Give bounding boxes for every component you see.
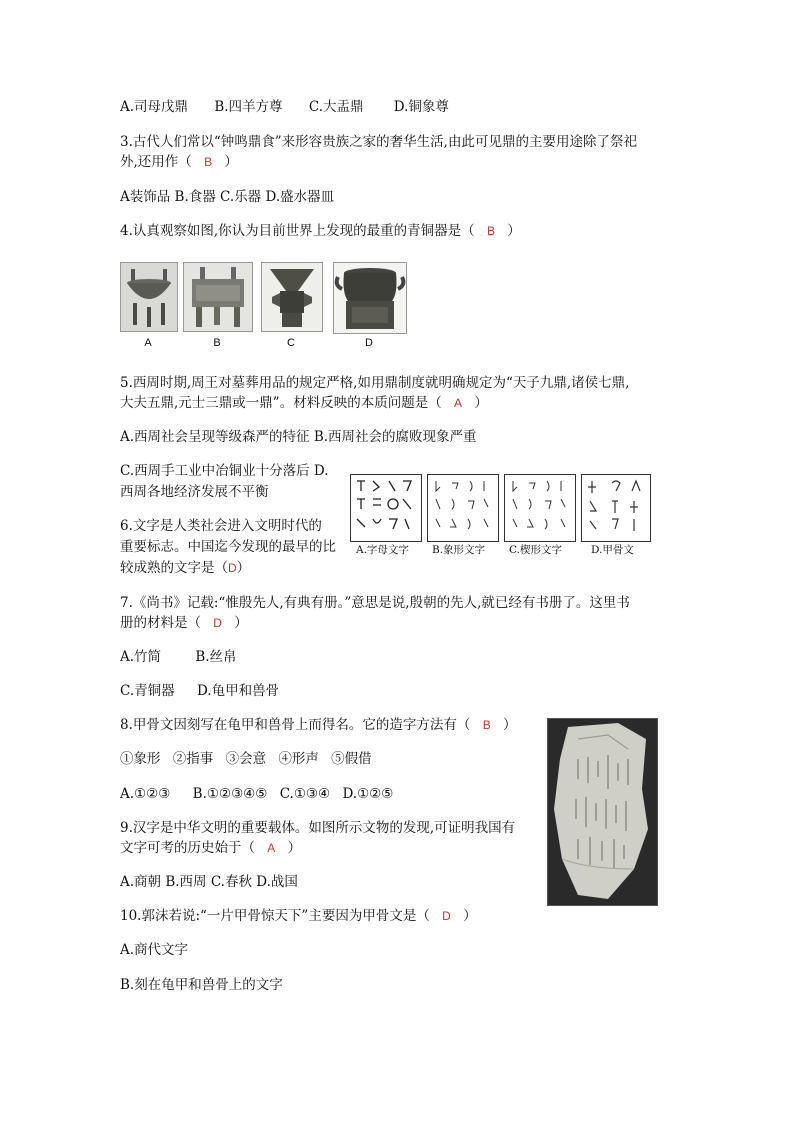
q9-line1: 9.汉字是中华文明的重要载体。如图所示文物的发现,可证明我国有 — [120, 820, 516, 836]
q2-option-b: B.四羊方尊 — [214, 99, 283, 115]
q5-answer: A — [454, 396, 463, 410]
q10-answer: D — [442, 909, 451, 923]
q8-option-b: B.①②③④⑤ — [192, 786, 268, 802]
q5-option-d: 西周各地经济发展不平衡 — [120, 484, 269, 500]
q7-close: ） — [234, 615, 248, 631]
q10-stem-text: 10.郭沫若说:“一片甲骨惊天下”主要因为甲骨文是（ — [120, 908, 430, 924]
q2-option-d: D.铜象尊 — [393, 99, 449, 115]
q3-stem-end: 外,还用作（ — [120, 154, 192, 170]
q4-stem — [120, 221, 521, 241]
q2-option-c: C.大盂鼎 — [308, 99, 364, 115]
q10-close: ） — [463, 908, 477, 924]
q5-line2 — [120, 393, 488, 413]
q9-stem-end: 文字可考的历史始于（ — [120, 840, 255, 856]
q8-answer: B — [482, 718, 491, 732]
bronze-label-c: C — [287, 337, 295, 349]
bronze-label-a: A — [144, 337, 152, 349]
q3-close: ） — [224, 154, 238, 170]
q8-options — [120, 784, 393, 804]
q5-line1: 5.西周时期,周王对墓葬用品的规定严格,如用鼎制度就明确规定为“天子九鼎,诸侯七鼎, — [120, 375, 630, 391]
bronze-image-d — [333, 262, 407, 334]
bronze-image-a — [120, 262, 178, 332]
q6-line3 — [120, 558, 250, 578]
script-image-c — [504, 474, 576, 542]
q4-answer: B — [486, 224, 495, 238]
q3-options: A装饰品 B.食器 C.乐器 D.盛水器皿 — [120, 189, 335, 205]
q8-stem — [120, 715, 517, 735]
q6-close: ） — [236, 560, 251, 576]
q7-option-d: D.龟甲和兽骨 — [196, 683, 280, 699]
bronze-image-c — [261, 262, 323, 332]
q9-answer: A — [267, 841, 276, 855]
q6-line1: 6.文字是人类社会进入文明时代的 — [120, 518, 322, 534]
q8-methods: ①象形 ②指事 ③会意 ④形声 ⑤假借 — [120, 751, 372, 767]
bronze-label-b: B — [213, 337, 221, 349]
q3-line1: 3.古代人们常以“钟鸣鼎食”来形容贵族之家的奢华生活,由此可见鼎的主要用途除了祭祀 — [120, 134, 637, 150]
q5-option-c: C.西周手工业中冶铜业十分落后 D. — [120, 463, 329, 479]
q7-line1: 7.《尚书》记载:“惟殷先人,有典有册。”意思是说,殷朝的先人,就已经有书册了。这里书 — [120, 595, 630, 611]
q9-close: ） — [287, 840, 302, 856]
q7-option-b: B.丝帛 — [195, 649, 237, 665]
script-label-c: C.楔形文字 — [509, 544, 562, 556]
q5-options-ab: A.西周社会呈现等级森严的特征 B.西周社会的腐败现象严重 — [120, 429, 477, 445]
script-label-d: D.甲骨文 — [591, 544, 634, 556]
q8-close: ） — [503, 717, 517, 733]
q8-option-c: C.①③④ — [279, 786, 331, 802]
q10-option-b: B.刻在龟甲和兽骨上的文字 — [120, 977, 283, 993]
q6-answer: D — [228, 561, 237, 575]
script-image-a — [350, 474, 422, 542]
q7-stem-end: 册的材料是（ — [120, 615, 201, 631]
script-image-d — [581, 474, 651, 542]
q4-stem-text: 4.认真观察如图,你认为目前世界上发现的最重的青铜器是（ — [120, 223, 475, 239]
q5-stem-end: 大夫五鼎,元士三鼎或一鼎”。材料反映的本质问题是（ — [120, 395, 442, 411]
q7-answer: D — [213, 616, 222, 630]
q7-line2 — [120, 613, 248, 633]
q7-option-a: A.竹简 — [120, 649, 162, 665]
q9-line2 — [120, 838, 301, 858]
q8-stem-text: 8.甲骨文因刻写在龟甲和兽骨上而得名。它的造字方法有（ — [120, 717, 471, 733]
q2-option-a: A.司母戊鼎 — [120, 99, 189, 115]
script-label-b: B.象形文字 — [432, 544, 486, 556]
script-label-a: A.字母文字 — [356, 544, 409, 556]
q10-stem — [120, 906, 477, 926]
script-image-b — [427, 474, 499, 542]
q9-options: A.商朝 B.西周 C.春秋 D.战国 — [120, 874, 298, 890]
q8-option-d: D.①②⑤ — [342, 786, 394, 802]
q8-option-a: A.①②③ — [120, 786, 171, 802]
q5-close: ） — [474, 395, 488, 411]
q10-option-a: A.商代文字 — [120, 942, 189, 958]
q3-line2 — [120, 152, 238, 172]
bronze-image-b — [183, 262, 253, 332]
q4-close: ） — [507, 223, 521, 239]
q3-answer: B — [204, 155, 213, 169]
q7-option-c: C.青铜器 — [120, 683, 175, 699]
bronze-label-d: D — [365, 337, 373, 349]
q7-options-ab — [120, 647, 237, 667]
oracle-bone-image — [547, 718, 658, 906]
q2-options — [120, 97, 449, 117]
q6-stem-end: 较成熟的文字是（ — [120, 560, 228, 576]
q6-line2: 重要标志。中国迄今发现的最早的比 — [120, 539, 336, 555]
q7-options-cd — [120, 681, 279, 701]
